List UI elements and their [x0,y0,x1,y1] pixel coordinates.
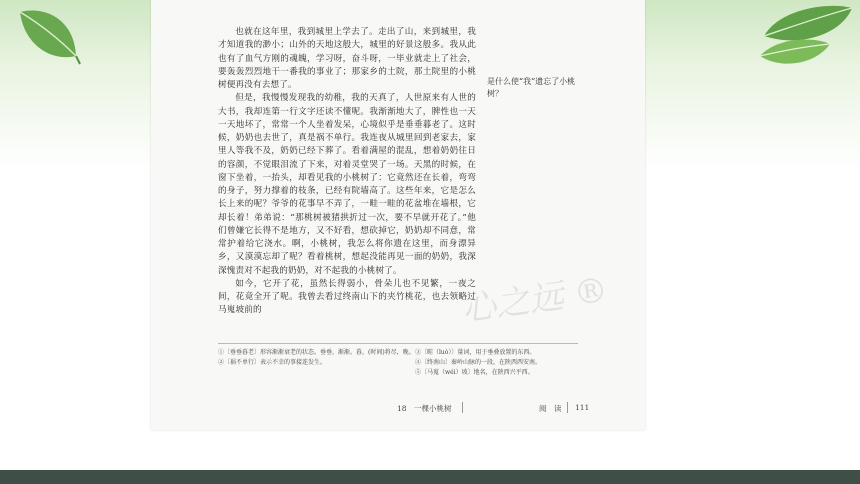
footnotes-right [415,348,595,378]
footnote: ⑤〔马嵬（wéi）坡〕地名，在陕西兴平西。 [415,369,534,376]
paragraph: 如今，它开了花，虽然长得弱小，骨朵儿也不见繁，一夜之间，花竟全开了呢。我曾去看过终南山下的夹竹桃花，也去领略过马嵬坡前的 [218,278,476,316]
footnote: ②〔祸不单行〕表示不幸的事接连发生。 [218,359,327,366]
footnote: ④〔终南山〕秦岭山脉的一段，在陕西西安南。 [415,359,542,366]
footnote: ①〔垂垂暮老〕形容渐渐衰老的状态。垂垂，渐渐。暮，(时间)将尽，晚。 [218,349,415,356]
body-text [218,26,476,318]
footer-section-label: 阅 读 [539,404,562,413]
footnotes-left [218,348,415,368]
footer-divider [462,402,463,413]
leaf-icon-right-bottom [752,34,832,74]
watermark: 心之远 ® [459,269,611,330]
footer-chapter-title: 18 一棵小桃树 [397,404,452,413]
paragraph: 但是，我慢慢发现我的幼稚，我的天真了，人世原来有人世的大书，我却连第一行文字还读不懂呢。我渐渐地大了，脾性也一天一天地坏了，常常一个人坐着发呆，心境似乎是垂垂暮老了。这时候，奶奶也去世了，真是祸不单行。我连夜从城里回到老家去，家里人等我不及，奶奶已经下葬了。看着满屋的混乱，想着奶奶往日的容颜，不觉眼泪流了下来，对着灵堂哭了一场。天黑的时候，在窗下坐着，一抬头，却看见我的小桃树了：它竟然还在长着，弯弯的身子，努力撑着的枝条，已经有院墙高了。这些年来，它是怎么长上来的呢？爷爷的花事早不弄了，一畦一畦的花盆堆在墙根，它却长着！弟弟说：“那桃树被猪拱折过一次，要不早就开花了。”他们曾嫌它长得不是地方，又不好看，想砍掉它，奶奶却不同意，常常护着给它浇水。啊，小桃树，我怎么将你遗在这里，而身漂异乡，又漠漠忘却了呢？看着桃树，想起没能再见一面的奶奶，我深深愧责对不起我的奶奶，对不起我的小桃树了。 [218,93,476,276]
leaf-icon-left [14,4,84,68]
paragraph: 也就在这年里，我到城里上学去了。走出了山，来到城里，我才知道我的渺小；山外的天地这般大，城里的好景这般多。我从此也有了血气方刚的魂魄，学习呀，奋斗呀，一毕业就走上了社会，要轰轰烈烈地干一番我的事业了；那家乡的土院，那土院里的小桃树便再没有去想了。 [218,27,476,90]
background-left-panel [0,0,152,470]
bottom-band [0,470,860,484]
footnote: ③〔畦（luò）〕量词，用于垂叠放置的东西。 [415,349,536,356]
page-number: 111 [575,403,590,412]
textbook-page [151,0,645,430]
footer-divider [567,402,568,413]
margin-question: 是什么使“我”遗忘了小桃树？ [487,77,576,98]
footnote-divider [218,343,578,344]
